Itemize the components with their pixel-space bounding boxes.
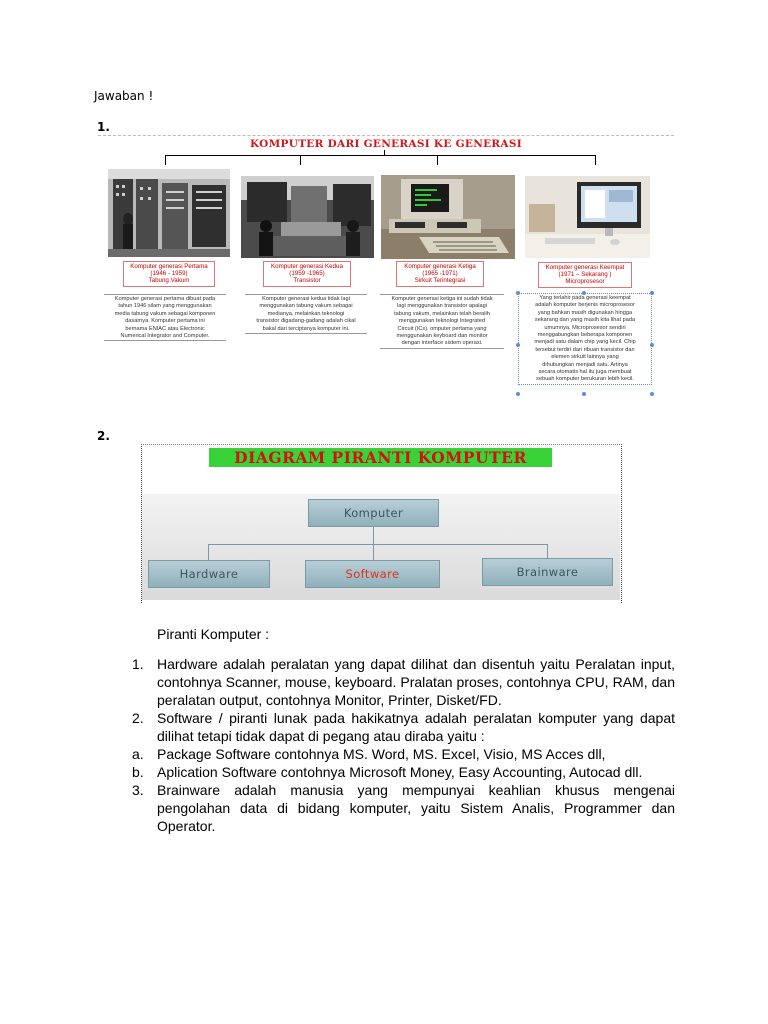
resize-handle[interactable] — [582, 392, 586, 396]
generation-label — [396, 261, 484, 287]
resize-handle[interactable] — [650, 291, 654, 295]
generation-label — [263, 261, 351, 287]
piranti-list — [132, 655, 675, 835]
komputer-node: Komputer — [308, 499, 439, 527]
list-item — [132, 745, 675, 763]
description-line: dasarnya. Komputer pertama ini — [125, 318, 205, 325]
diagram-connector — [373, 544, 374, 560]
description-line: dengan interface sistem operasi. — [401, 340, 483, 347]
description-line: menggabungkan beberapa komponen — [537, 332, 633, 339]
software-node: Software — [305, 560, 440, 588]
list-item — [132, 781, 675, 835]
description-line: secara otomatis hal itu juga membuat — [538, 369, 632, 376]
label-line: (1959 -1965) — [289, 270, 325, 278]
list-item-text: Package Software contohnya MS. Word, MS. Excel, Visio, MS Acces dll, — [157, 746, 606, 762]
resize-handle[interactable] — [582, 291, 586, 295]
first-generation-photo — [108, 169, 230, 257]
label-line: (1965 -1971) — [422, 270, 458, 278]
list-item-text: Aplication Software contohnya Microsoft Money, Easy Accounting, Autocad dll. — [157, 764, 643, 780]
description-line: Komputer generasi pertama dibuat pada — [114, 296, 216, 302]
tree-connector — [165, 155, 166, 165]
description-line: yang bahkan masih digunakan hingga — [537, 309, 633, 316]
description-line: menggunakan teknologi Integrated — [398, 318, 486, 325]
description-line: sekarang dan yang masih kita lihat pada — [534, 317, 636, 324]
description-line: adalah komputer berjenis microprosesor — [535, 302, 635, 309]
section-2-number: 2. — [97, 429, 110, 443]
label-line: Transistor — [293, 277, 321, 285]
description-line: menjadi satu dalam chip yang kecil. Chip — [534, 339, 636, 346]
list-item — [132, 655, 675, 709]
label-line: Komputer generasi Pertama — [130, 263, 208, 270]
label-line: Komputer generasi Ketiga — [404, 263, 476, 270]
description-line: tabung vakum, melainkan telah beralih — [394, 310, 490, 317]
answer-heading: Jawaban ! — [94, 89, 154, 103]
generation-description — [245, 294, 367, 334]
description-line: Numerical Integrator and Computer. — [120, 333, 210, 340]
list-marker: a. — [132, 746, 144, 762]
resize-handle[interactable] — [516, 343, 520, 347]
description-line: Yang terlahir pada generasi keempat — [539, 295, 631, 301]
list-marker: 1. — [132, 656, 144, 672]
description-line: Circuit (ICs). omputer pertama yang — [397, 325, 487, 332]
description-line: Komputer generasi ketiga ini sudah tidak — [391, 296, 493, 302]
diagram-connector — [208, 544, 209, 560]
list-item-text: Brainware adalah manusia yang mempunyai keahlian khusus mengenai pengolahan data di bidang komputer, yaitu Sistem Analis, Programmer dan Operator. — [157, 782, 675, 834]
piranti-diagram — [141, 444, 622, 604]
description-line: media tabung vakum sebagai komponen — [114, 310, 216, 317]
resize-handle[interactable] — [516, 291, 520, 295]
fourth-generation-photo — [525, 176, 650, 258]
generation-description — [380, 294, 504, 349]
label-line: (1946 - 1959) — [150, 270, 188, 278]
diagram-connector — [547, 544, 548, 558]
description-line: bernama ENIAC atau Electronic — [125, 325, 205, 332]
diagram-connector — [208, 544, 547, 545]
section-1-number: 1. — [97, 120, 110, 134]
generation-description-selected[interactable] — [518, 293, 652, 385]
description-line: menggunakan keyboard dan monitor — [396, 333, 488, 340]
list-marker: 2. — [132, 710, 144, 726]
label-line: Tabung Vakum — [148, 277, 190, 285]
description-line: lagi menggunakan transistor apalagi — [397, 303, 487, 310]
resize-handle[interactable] — [650, 392, 654, 396]
description-line: tahun 1946 silam yang menggunakan — [118, 303, 212, 310]
description-line: menggunakan tabung vakum sebagai — [259, 303, 353, 310]
brainware-node: Brainware — [482, 558, 613, 586]
diagram-connector — [373, 526, 374, 544]
description-line: umumnya. Microprosesor sendiri — [544, 324, 626, 331]
label-line: Microprosesor — [565, 278, 605, 286]
label-line: Komputer generasi Keempat — [545, 264, 625, 271]
list-marker: 3. — [132, 782, 144, 798]
second-generation-photo — [241, 176, 374, 258]
generation-description — [104, 294, 226, 341]
list-item-text: Hardware adalah peralatan yang dapat dilihat dan disentuh yaitu Peralatan input, contohnya Scanner, mouse, keyboard. Pralatan proses, contohnya CPU, RAM, dan peralatan output, contohnya Monitor, Printer, Disket/FD. — [157, 656, 675, 708]
list-marker: b. — [132, 764, 144, 780]
tree-connector — [437, 155, 438, 165]
description-line: tersebut terdiri dari ribuan transistor dan — [535, 346, 635, 353]
diagram-title: DIAGRAM PIRANTI KOMPUTER — [209, 448, 552, 467]
description-line: Komputer generasi kedua tidak lagi — [262, 296, 350, 302]
figure-top-rule — [98, 135, 674, 136]
description-line: sebuah komputer berukuran lebih kecil. — [536, 376, 634, 383]
hardware-node: Hardware — [148, 560, 270, 588]
generations-title: KOMPUTER DARI GENERASI KE GENERASI — [250, 138, 522, 150]
tree-connector — [595, 155, 596, 165]
description-line: dihubungkan menjadi satu. Artinya — [542, 361, 628, 368]
resize-handle[interactable] — [516, 392, 520, 396]
description-line: bakal dari terciptanya komputer ini. — [262, 325, 350, 332]
label-line: Sirkuit Terintegrasi — [414, 277, 466, 285]
third-generation-photo — [381, 175, 515, 259]
label-line: (1971 – Sekarang ) — [558, 271, 612, 279]
list-item — [132, 763, 675, 781]
list-item — [132, 709, 675, 745]
label-line: Komputer generasi Kedua — [271, 263, 343, 270]
list-item-text: Software / piranti lunak pada hakikatnya adalah peralatan komputer yang dapat dilihat tetapi tidak dapat di pegang atau diraba yaitu : — [157, 710, 675, 744]
piranti-heading: Piranti Komputer : — [157, 626, 270, 642]
description-line: medianya, melainkan teknologi — [267, 310, 345, 317]
description-line: elemen sirkuit lainnya yang — [551, 354, 619, 361]
tree-connector — [300, 155, 301, 165]
description-line: transistor digadang-gadang adalah cikal — [256, 318, 356, 325]
tree-connector — [165, 155, 596, 156]
resize-handle[interactable] — [650, 343, 654, 347]
generation-label — [538, 262, 632, 288]
generation-label — [123, 261, 215, 287]
generations-figure — [98, 135, 674, 400]
